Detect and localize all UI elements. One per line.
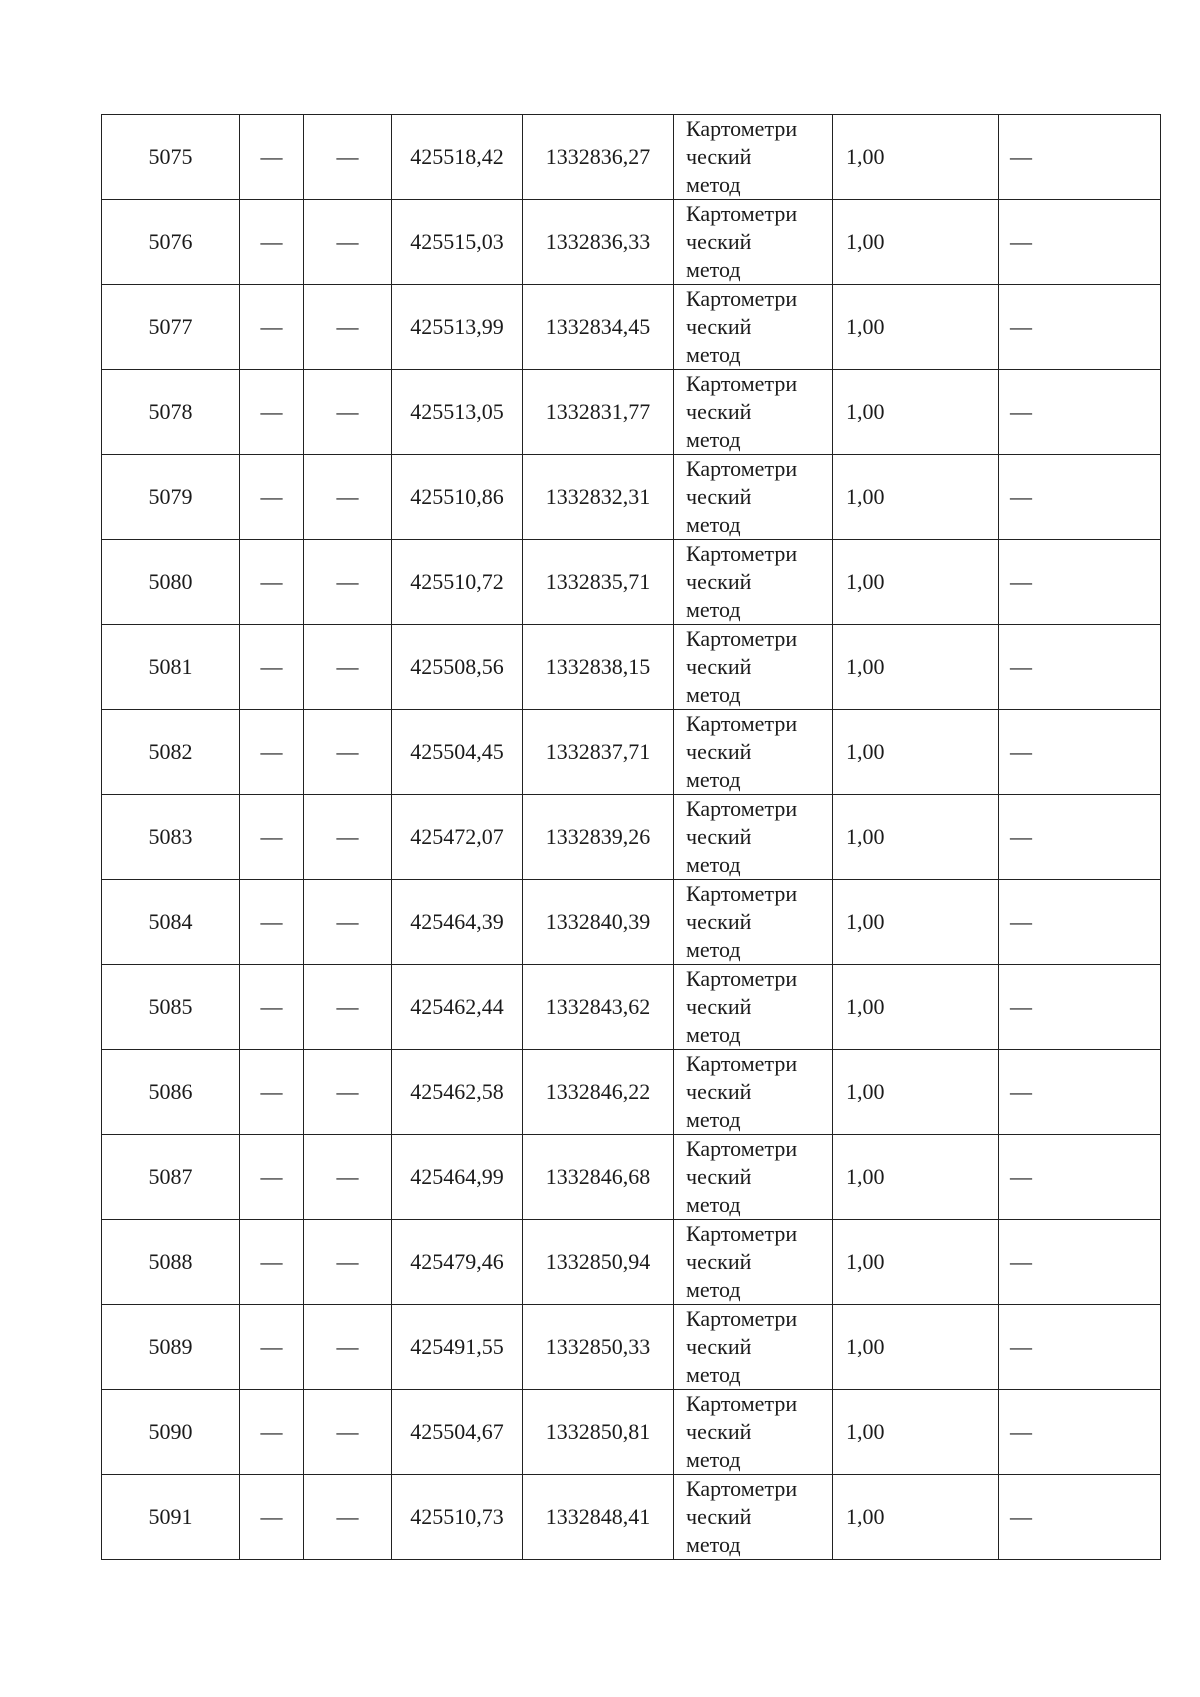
empty-value-cell: — [304,115,392,200]
accuracy-cell: 1,00 [833,1050,999,1135]
point-number-cell: 5078 [102,370,240,455]
empty-value-cell: — [999,540,1161,625]
accuracy-cell: 1,00 [833,710,999,795]
empty-value-cell: — [999,1305,1161,1390]
method-text: Картометри ческий метод [686,626,798,707]
method-text: Картометри ческий метод [686,881,798,962]
empty-value-cell: — [304,200,392,285]
y-coordinate-cell: 1332846,22 [523,1050,674,1135]
accuracy-cell: 1,00 [833,540,999,625]
method-cell [674,370,833,455]
empty-value-cell: — [999,625,1161,710]
method-text: Картометри ческий метод [686,1221,798,1302]
coordinates-table [101,114,1161,1560]
accuracy-cell: 1,00 [833,285,999,370]
x-coordinate-cell: 425508,56 [392,625,523,710]
method-cell [674,1390,833,1475]
y-coordinate-cell: 1332850,81 [523,1390,674,1475]
empty-value-cell: — [304,1220,392,1305]
y-coordinate-cell: 1332843,62 [523,965,674,1050]
accuracy-cell: 1,00 [833,370,999,455]
method-cell [674,1135,833,1220]
method-cell [674,455,833,540]
empty-value-cell: — [999,115,1161,200]
y-coordinate-cell: 1332832,31 [523,455,674,540]
empty-value-cell: — [240,200,304,285]
table-row [102,1305,1161,1390]
empty-value-cell: — [240,115,304,200]
table-body [102,115,1161,1560]
empty-value-cell: — [240,1050,304,1135]
method-cell [674,1475,833,1560]
accuracy-cell: 1,00 [833,115,999,200]
empty-value-cell: — [240,1305,304,1390]
empty-value-cell: — [304,1390,392,1475]
empty-value-cell: — [999,795,1161,880]
method-cell [674,1305,833,1390]
x-coordinate-cell: 425504,45 [392,710,523,795]
empty-value-cell: — [999,1135,1161,1220]
table-row [102,1220,1161,1305]
point-number-cell: 5091 [102,1475,240,1560]
method-text: Картометри ческий метод [686,201,798,282]
method-text: Картометри ческий метод [686,116,798,197]
x-coordinate-cell: 425464,39 [392,880,523,965]
method-text: Картометри ческий метод [686,371,798,452]
method-text: Картометри ческий метод [686,1051,798,1132]
empty-value-cell: — [240,795,304,880]
method-text: Картометри ческий метод [686,541,798,622]
empty-value-cell: — [240,540,304,625]
method-text: Картометри ческий метод [686,796,798,877]
y-coordinate-cell: 1332846,68 [523,1135,674,1220]
point-number-cell: 5080 [102,540,240,625]
empty-value-cell: — [304,710,392,795]
table-row [102,795,1161,880]
empty-value-cell: — [304,1475,392,1560]
point-number-cell: 5088 [102,1220,240,1305]
y-coordinate-cell: 1332834,45 [523,285,674,370]
x-coordinate-cell: 425479,46 [392,1220,523,1305]
method-cell [674,285,833,370]
point-number-cell: 5081 [102,625,240,710]
accuracy-cell: 1,00 [833,1135,999,1220]
table-row [102,200,1161,285]
empty-value-cell: — [999,710,1161,795]
empty-value-cell: — [304,1305,392,1390]
method-text: Картометри ческий метод [686,1306,798,1387]
x-coordinate-cell: 425462,58 [392,1050,523,1135]
accuracy-cell: 1,00 [833,625,999,710]
empty-value-cell: — [304,965,392,1050]
point-number-cell: 5089 [102,1305,240,1390]
y-coordinate-cell: 1332840,39 [523,880,674,965]
table-row [102,285,1161,370]
method-cell [674,540,833,625]
point-number-cell: 5077 [102,285,240,370]
x-coordinate-cell: 425472,07 [392,795,523,880]
y-coordinate-cell: 1332835,71 [523,540,674,625]
table-row [102,880,1161,965]
method-text: Картометри ческий метод [686,286,798,367]
method-cell [674,1220,833,1305]
x-coordinate-cell: 425510,72 [392,540,523,625]
method-text: Картометри ческий метод [686,1476,798,1557]
table-row [102,1475,1161,1560]
table-row [102,1050,1161,1135]
x-coordinate-cell: 425515,03 [392,200,523,285]
method-cell [674,625,833,710]
empty-value-cell: — [240,285,304,370]
x-coordinate-cell: 425464,99 [392,1135,523,1220]
table-row [102,710,1161,795]
x-coordinate-cell: 425513,99 [392,285,523,370]
y-coordinate-cell: 1332831,77 [523,370,674,455]
y-coordinate-cell: 1332836,27 [523,115,674,200]
point-number-cell: 5075 [102,115,240,200]
accuracy-cell: 1,00 [833,795,999,880]
empty-value-cell: — [240,1220,304,1305]
empty-value-cell: — [999,1390,1161,1475]
empty-value-cell: — [304,880,392,965]
empty-value-cell: — [304,1050,392,1135]
point-number-cell: 5083 [102,795,240,880]
point-number-cell: 5086 [102,1050,240,1135]
method-cell [674,880,833,965]
x-coordinate-cell: 425518,42 [392,115,523,200]
empty-value-cell: — [240,625,304,710]
table-row [102,1390,1161,1475]
point-number-cell: 5079 [102,455,240,540]
method-cell [674,200,833,285]
method-cell [674,710,833,795]
empty-value-cell: — [240,1475,304,1560]
point-number-cell: 5087 [102,1135,240,1220]
empty-value-cell: — [240,1135,304,1220]
x-coordinate-cell: 425491,55 [392,1305,523,1390]
accuracy-cell: 1,00 [833,1475,999,1560]
table-row [102,625,1161,710]
accuracy-cell: 1,00 [833,880,999,965]
empty-value-cell: — [240,1390,304,1475]
empty-value-cell: — [999,965,1161,1050]
empty-value-cell: — [999,455,1161,540]
method-text: Картометри ческий метод [686,1136,798,1217]
accuracy-cell: 1,00 [833,1305,999,1390]
y-coordinate-cell: 1332837,71 [523,710,674,795]
empty-value-cell: — [240,880,304,965]
empty-value-cell: — [999,1475,1161,1560]
empty-value-cell: — [999,1050,1161,1135]
point-number-cell: 5084 [102,880,240,965]
table-row [102,965,1161,1050]
table-row [102,455,1161,540]
y-coordinate-cell: 1332848,41 [523,1475,674,1560]
accuracy-cell: 1,00 [833,1220,999,1305]
point-number-cell: 5085 [102,965,240,1050]
accuracy-cell: 1,00 [833,1390,999,1475]
empty-value-cell: — [304,795,392,880]
empty-value-cell: — [999,200,1161,285]
point-number-cell: 5076 [102,200,240,285]
empty-value-cell: — [240,455,304,540]
y-coordinate-cell: 1332838,15 [523,625,674,710]
table-row [102,115,1161,200]
y-coordinate-cell: 1332850,33 [523,1305,674,1390]
empty-value-cell: — [304,1135,392,1220]
x-coordinate-cell: 425513,05 [392,370,523,455]
method-cell [674,795,833,880]
method-cell [674,1050,833,1135]
x-coordinate-cell: 425510,86 [392,455,523,540]
empty-value-cell: — [999,285,1161,370]
y-coordinate-cell: 1332839,26 [523,795,674,880]
empty-value-cell: — [304,625,392,710]
table-row [102,1135,1161,1220]
accuracy-cell: 1,00 [833,455,999,540]
point-number-cell: 5082 [102,710,240,795]
empty-value-cell: — [240,965,304,1050]
y-coordinate-cell: 1332850,94 [523,1220,674,1305]
method-cell [674,115,833,200]
x-coordinate-cell: 425504,67 [392,1390,523,1475]
accuracy-cell: 1,00 [833,200,999,285]
empty-value-cell: — [999,1220,1161,1305]
accuracy-cell: 1,00 [833,965,999,1050]
empty-value-cell: — [304,540,392,625]
empty-value-cell: — [240,710,304,795]
point-number-cell: 5090 [102,1390,240,1475]
x-coordinate-cell: 425462,44 [392,965,523,1050]
method-text: Картометри ческий метод [686,966,798,1047]
method-text: Картометри ческий метод [686,1391,798,1472]
y-coordinate-cell: 1332836,33 [523,200,674,285]
table-row [102,540,1161,625]
method-cell [674,965,833,1050]
x-coordinate-cell: 425510,73 [392,1475,523,1560]
empty-value-cell: — [999,880,1161,965]
method-text: Картометри ческий метод [686,711,798,792]
empty-value-cell: — [240,370,304,455]
empty-value-cell: — [999,370,1161,455]
empty-value-cell: — [304,455,392,540]
empty-value-cell: — [304,370,392,455]
empty-value-cell: — [304,285,392,370]
table-row [102,370,1161,455]
method-text: Картометри ческий метод [686,456,798,537]
